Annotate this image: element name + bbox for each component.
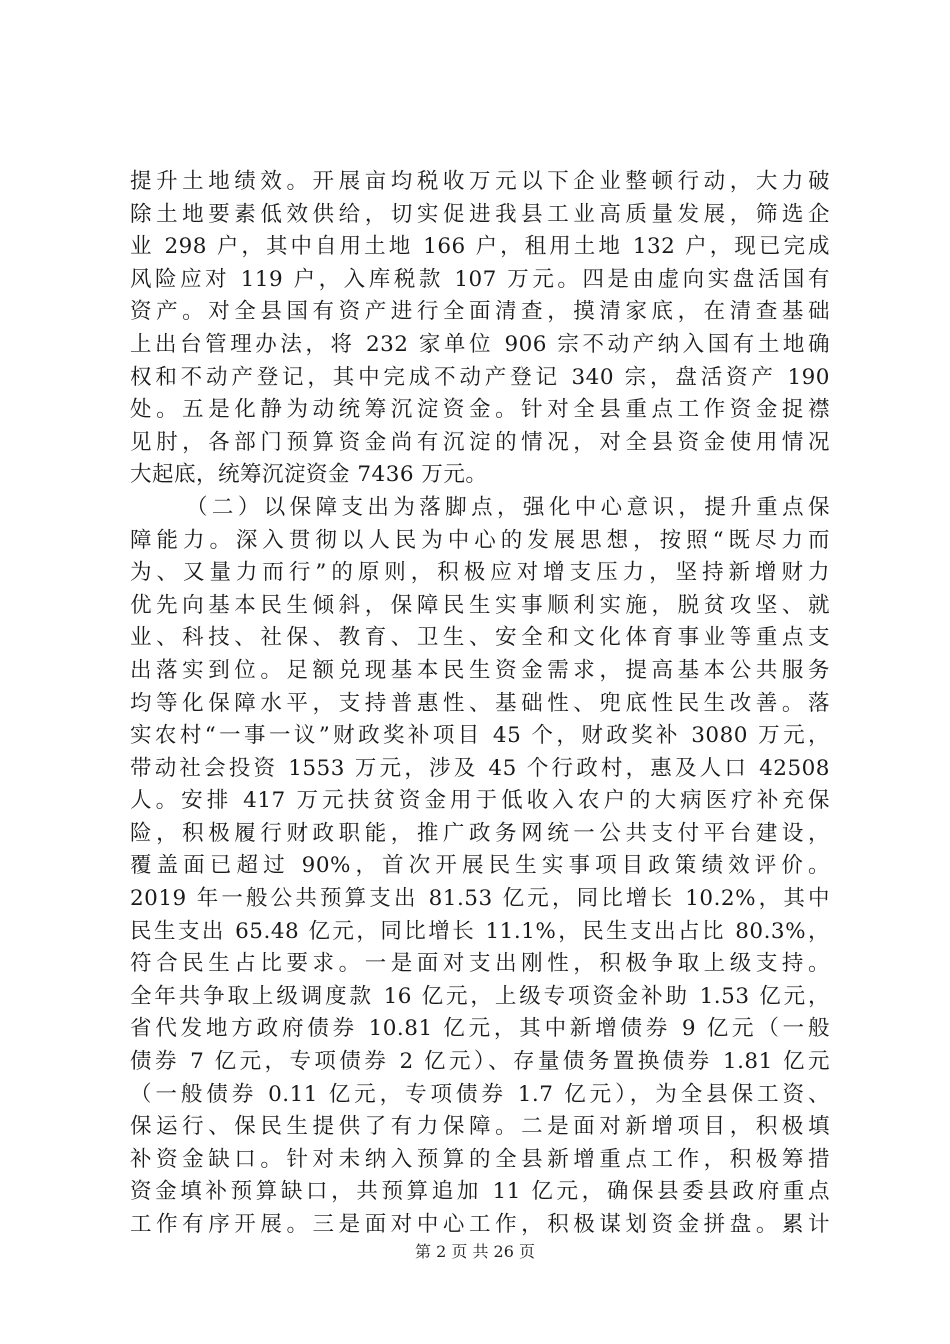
text-line: 符合民生占比要求。一是面对支出刚性，积极争取上级支持。 xyxy=(130,951,830,977)
paragraph-first-line: （二）以保障支出为落脚点，强化中心意识，提升重点保 xyxy=(186,494,830,520)
text-line: 债券 7 亿元，专项债券 2 亿元）、存量债务置换债券 1.81 亿元 xyxy=(130,1049,830,1075)
text-line: 带动社会投资 1553 万元，涉及 45 个行政村，惠及人口 42508 xyxy=(130,755,830,781)
text-line: 处。五是化静为动统筹沉淀资金。针对全县重点工作资金捉襟 xyxy=(130,397,830,423)
page-footer: 第 2 页 共 26 页 xyxy=(415,1242,535,1261)
text-line: 资产。对全县国有资产进行全面清查，摸清家底，在清查基础 xyxy=(130,299,830,325)
text-line: 全年共争取上级调度款 16 亿元，上级专项资金补助 1.53 亿元， xyxy=(130,983,830,1009)
text-line: 大起底，统筹沉淀资金 7436 万元。 xyxy=(130,462,488,488)
text-line: 障能力。深入贯彻以人民为中心的发展思想，按照“既尽力而 xyxy=(130,527,830,553)
text-line: 补资金缺口。针对未纳入预算的全县新增重点工作，积极筹措 xyxy=(130,1146,830,1172)
text-line: （一般债券 0.11 亿元，专项债券 1.7 亿元），为全县保工资、 xyxy=(130,1081,830,1107)
text-line: 资金填补预算缺口，共预算追加 11 亿元，确保县委县政府重点 xyxy=(130,1179,830,1205)
text-line: 均等化保障水平，支持普惠性、基础性、兜底性民生改善。落 xyxy=(130,690,830,716)
text-line: 民生支出 65.48 亿元，同比增长 11.1%，民生支出占比 80.3%， xyxy=(130,918,830,944)
text-line: 省代发地方政府债券 10.81 亿元，其中新增债券 9 亿元（一般 xyxy=(130,1016,830,1042)
text-line: 风险应对 119 户，入库税款 107 万元。四是由虚向实盘活国有 xyxy=(130,266,830,292)
text-line: 业、科技、社保、教育、卫生、安全和文化体育事业等重点支 xyxy=(130,625,830,651)
text-line: 实农村“一事一议”财政奖补项目 45 个，财政奖补 3080 万元， xyxy=(130,723,830,749)
text-line: 覆盖面已超过 90%，首次开展民生实事项目政策绩效评价。 xyxy=(130,853,830,879)
text-line: 2019 年一般公共预算支出 81.53 亿元，同比增长 10.2%，其中 xyxy=(130,886,830,912)
text-line: 出落实到位。足额兑现基本民生资金需求，提高基本公共服务 xyxy=(130,657,830,683)
text-line: 见肘，各部门预算资金尚有沉淀的情况，对全县资金使用情况 xyxy=(130,429,830,455)
text-line: 工作有序开展。三是面对中心工作，积极谋划资金拼盘。累计 xyxy=(130,1212,830,1237)
text-line: 上出台管理办法，将 232 家单位 906 宗不动产纳入国有土地确 xyxy=(130,331,830,357)
text-line: 提升土地绩效。开展亩均税收万元以下企业整顿行动，大力破 xyxy=(130,169,830,194)
text-line: 保运行、保民生提供了有力保障。二是面对新增项目，积极填 xyxy=(130,1114,830,1140)
text-line: 除土地要素低效供给，切实促进我县工业高质量发展，筛选企 xyxy=(130,201,830,227)
text-line: 人。安排 417 万元扶贫资金用于低收入农户的大病医疗补充保 xyxy=(130,788,830,814)
text-line: 优先向基本民生倾斜，保障民生实事顺利实施，脱贫攻坚、就 xyxy=(130,592,830,618)
text-line: 险，积极履行财政职能，推广政务网统一公共支付平台建设， xyxy=(130,820,830,846)
body-text xyxy=(130,166,830,1242)
text-line: 业 298 户，其中自用土地 166 户，租用土地 132 户，现已完成 xyxy=(130,234,830,260)
text-line: 为、又量力而行”的原则，积极应对增支压力，坚持新增财力 xyxy=(130,560,830,586)
text-line: 权和不动产登记，其中完成不动产登记 340 宗，盘活资产 190 xyxy=(130,364,830,390)
